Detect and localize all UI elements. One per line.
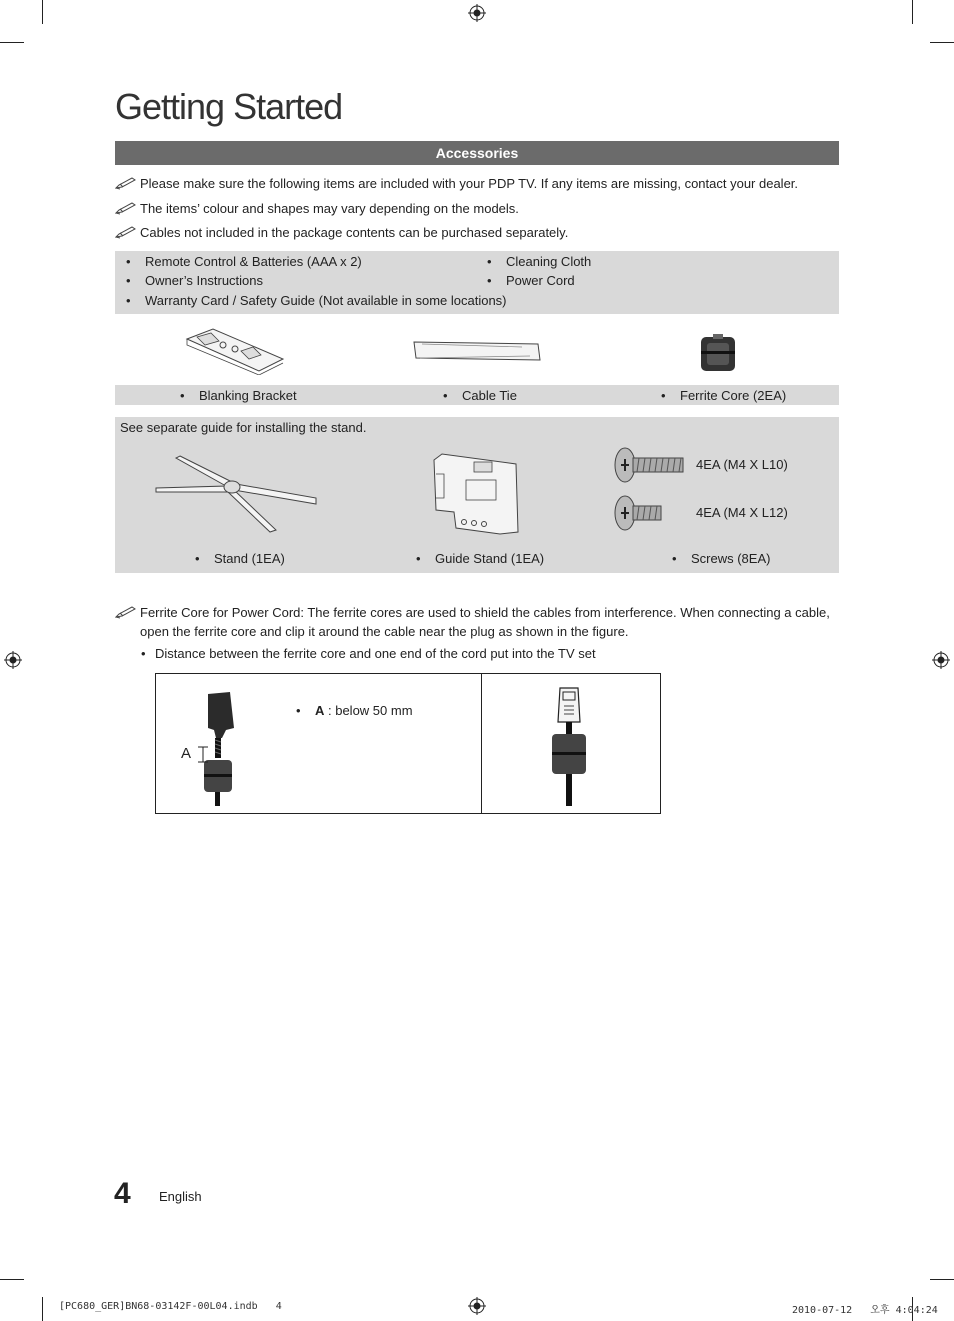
screw-l10-label: 4EA (M4 X L10)	[696, 457, 788, 472]
figure-spec: • A : below 50 mm	[296, 703, 413, 718]
registration-mark-icon	[4, 651, 22, 669]
pencil-note-icon	[115, 225, 137, 239]
stand-note: See separate guide for installing the stand.	[120, 420, 367, 435]
figure-divider	[481, 674, 482, 813]
screw-l10-image	[613, 446, 689, 484]
list-item: • Warranty Card / Safety Guide (Not available in some locations)	[126, 293, 507, 308]
pencil-note-icon	[115, 176, 137, 190]
ferrite-core-image	[699, 333, 737, 373]
registration-mark-icon	[932, 651, 950, 669]
crop-mark	[0, 42, 24, 43]
list-item: • Ferrite Core (2EA)	[661, 388, 787, 403]
footer-language: English	[159, 1189, 202, 1204]
crop-mark	[42, 1297, 43, 1321]
section-heading: Accessories	[115, 141, 839, 165]
blanking-bracket-image	[183, 323, 287, 375]
cable-tie-image	[412, 338, 542, 364]
note-line	[115, 201, 519, 216]
registration-mark-icon	[468, 4, 486, 22]
crop-mark	[930, 42, 954, 43]
list-item: • Owner’s Instructions	[126, 273, 264, 288]
note-text: Please make sure the following items are included with your PDP TV. If any items are missing, contact your dealer.	[140, 176, 799, 191]
list-item: • Stand (1EA)	[195, 551, 285, 566]
note-line	[115, 176, 798, 191]
crop-mark	[912, 0, 913, 24]
note-line	[115, 225, 568, 240]
note-text: The items’ colour and shapes may vary depending on the models.	[140, 201, 519, 216]
pencil-note-icon	[115, 201, 137, 215]
dimension-label: A	[181, 745, 192, 762]
dimension-bracket-icon	[196, 746, 210, 764]
screw-l12-label: 4EA (M4 X L12)	[696, 505, 788, 520]
note-text: Cables not included in the package contents can be purchased separately.	[140, 225, 569, 240]
print-slug-right: 2010-07-12 오후 4:04:24	[792, 1305, 938, 1316]
list-item: • Cleaning Cloth	[487, 254, 592, 269]
ferrite-note-text-2: open the ferrite core and clip it around the cable near the plug as shown in the figure.	[140, 624, 629, 639]
list-item: • Guide Stand (1EA)	[416, 551, 545, 566]
ferrite-note	[115, 605, 830, 620]
ferrite-note-text: Ferrite Core for Power Cord: The ferrite cores are used to shield the cables from interference. When connecting a cable,	[140, 605, 830, 620]
list-item: • Cable Tie	[443, 388, 517, 403]
distance-note: • Distance between the ferrite core and one end of the cord put into the TV set	[141, 646, 596, 661]
page-number: 4	[114, 1177, 131, 1210]
list-item: • Blanking Bracket	[180, 388, 297, 403]
list-item: • Remote Control & Batteries (AAA x 2)	[126, 254, 362, 269]
crop-mark	[0, 1279, 24, 1280]
crop-mark	[42, 0, 43, 24]
pencil-note-icon	[115, 605, 137, 619]
registration-mark-icon	[468, 1297, 486, 1315]
guide-stand-image	[430, 452, 524, 536]
page-title: Getting Started	[115, 86, 343, 127]
crop-mark	[930, 1279, 954, 1280]
print-slug-left: [PC680_GER]BN68-03142F-00L04.indb 4	[59, 1301, 282, 1312]
list-item: • Screws (8EA)	[672, 551, 771, 566]
screw-l12-image	[613, 494, 665, 532]
list-item: • Power Cord	[487, 273, 575, 288]
network-plug-with-ferrite-image	[548, 684, 590, 808]
stand-image	[152, 452, 320, 534]
